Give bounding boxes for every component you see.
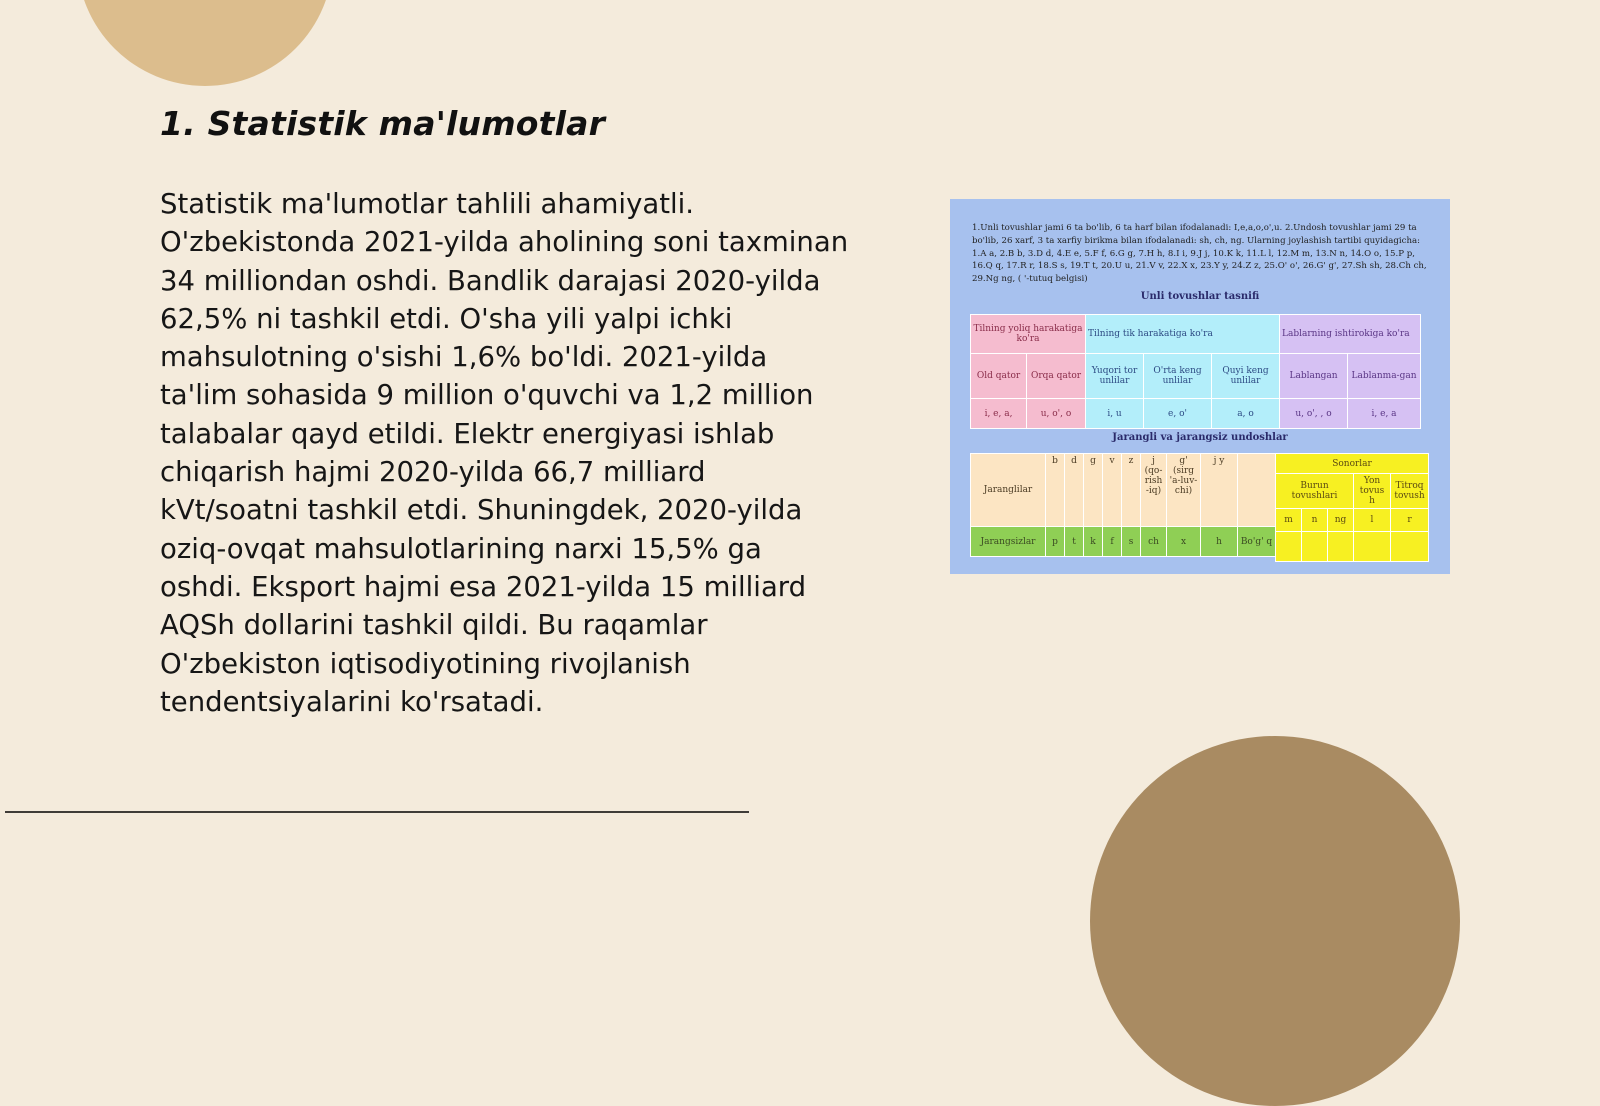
- vowel-sub-cell: Old qator: [971, 354, 1027, 399]
- vowel-sub-cell: Orqa qator: [1027, 354, 1086, 399]
- sonor-value: n: [1302, 509, 1328, 532]
- consonants-title: Jarangli va jarangsiz undoshlar: [1112, 432, 1288, 443]
- vowels-title: Unli tovushlar tasnifi: [1140, 291, 1260, 302]
- vowel-sub-cell: Quyi keng unlilar: [1212, 354, 1280, 399]
- sonor-value: m: [1276, 509, 1302, 532]
- consonant-table: [970, 453, 1276, 557]
- chart-intro-text: 1.Unli tovushlar jami 6 ta bo'lib, 6 ta harf bilan ifodalanadi: I,e,a,o,o',u. 2.Undosh tovushlar jami 29 ta bo'lib, 26 xarf, 3 ta xarfiy birikma bilan ifodalanadi: sh, ch, ng. Ularning joylashish tartibi quyidagicha: 1.A a, 2.B b, 3.D d, 4.E e, 5.F f, 6.G g, 7.H h, 8.I i, 9.J j, 10.K k, 11.L l, 12.M m, 13.N n, 14.O o, 15.P p, 16.Q q, 17.R r, 18.S s, 19.T t, 20.U u, 21.V v, 22.X x, 23.Y y, 24.Z z, 25.O' o', 26.G' g', 27.Sh sh, 28.Ch ch, 29.Ng ng, ( '-tutuq belgisi): [972, 223, 1427, 285]
- voiceless-letter: t: [1065, 527, 1084, 557]
- vowel-header-cell: Tilning yoliq harakatiga ko'ra: [971, 315, 1086, 354]
- vowel-value-cell: u, o', , o: [1280, 399, 1348, 429]
- voiced-letter: d: [1065, 454, 1084, 527]
- sonor-header: Burun tovushlari: [1276, 474, 1354, 509]
- vowel-value-cell: a, o: [1212, 399, 1280, 429]
- sonor-header: Titroq tovush: [1391, 474, 1429, 509]
- sonor-title: Sonorlar: [1276, 454, 1429, 474]
- voiceless-letter: Bo'g' q: [1238, 527, 1276, 557]
- sonor-value: r: [1391, 509, 1429, 532]
- voiced-letter: j y: [1201, 454, 1238, 527]
- voiceless-letter: ch: [1141, 527, 1167, 557]
- vowel-value-cell: u, o', o: [1027, 399, 1086, 429]
- voiced-letter: g' (sirg 'a-luv-chi): [1167, 454, 1201, 527]
- decorative-circle-top: [77, 0, 333, 86]
- vowel-sub-cell: O'rta keng unlilar: [1144, 354, 1212, 399]
- voiceless-letter: x: [1167, 527, 1201, 557]
- vowel-table: [970, 314, 1421, 429]
- divider-line: [5, 811, 749, 813]
- sonor-value: ng: [1328, 509, 1354, 532]
- voiced-letter: [1238, 454, 1276, 527]
- vowel-sub-cell: Lablangan: [1280, 354, 1348, 399]
- voiceless-letter: f: [1103, 527, 1122, 557]
- voiced-letter: z: [1122, 454, 1141, 527]
- voiceless-letter: p: [1046, 527, 1065, 557]
- voiceless-letter: s: [1122, 527, 1141, 557]
- voiced-letter: j (qo-rish -iq): [1141, 454, 1167, 527]
- vowel-sub-cell: Yuqori tor unlilar: [1086, 354, 1144, 399]
- vowel-value-cell: i, e, a: [1348, 399, 1421, 429]
- vowel-value-cell: i, e, a,: [971, 399, 1027, 429]
- slide-title: 1. Statistik ma'lumotlar: [160, 104, 606, 143]
- voiceless-letter: k: [1084, 527, 1103, 557]
- vowel-value-cell: e, o': [1144, 399, 1212, 429]
- voiceless-letter: h: [1201, 527, 1238, 557]
- sonor-table: [1275, 453, 1429, 562]
- voiced-letter: v: [1103, 454, 1122, 527]
- voiced-label: Jaranglilar: [971, 454, 1046, 527]
- sonor-value: l: [1354, 509, 1391, 532]
- voiced-letter: g: [1084, 454, 1103, 527]
- vowel-sub-cell: Lablanma-gan: [1348, 354, 1421, 399]
- voiced-letter: b: [1046, 454, 1065, 527]
- vowel-value-cell: i, u: [1086, 399, 1144, 429]
- alphabet-chart-image: [950, 199, 1450, 574]
- vowel-header-cell: Tilning tik harakatiga ko'ra: [1086, 315, 1280, 354]
- slide-body-text: Statistik ma'lumotlar tahlili ahamiyatli. O'zbekistonda 2021-yilda aholining soni taxminan 34 milliondan oshdi. Bandlik darajasi 2020-yilda 62,5% ni tashkil etdi. O'sha yili yalpi ichki mahsulotning o'sishi 1,6% bo'ldi. 2021-yilda ta'lim sohasida 9 million o'quvchi va 1,2 million talabalar qayd etildi. Elektr energiyasi ishlab chiqarish hajmi 2020-yilda 66,7 milliard kVt/soatni tashkil etdi. Shuningdek, 2020-yilda oziq-ovqat mahsulotlarining narxi 15,5% ga oshdi. Eksport hajmi esa 2021-yilda 15 milliard AQSh dollarini tashkil qildi. Bu raqamlar O'zbekiston iqtisodiyotining rivojlanish tendentsiyalarini ko'rsatadi.: [160, 188, 849, 718]
- sonor-header: Yon tovus h: [1354, 474, 1391, 509]
- voiceless-label: Jarangsizlar: [971, 527, 1046, 557]
- vowel-header-cell: Lablarning ishtirokiga ko'ra: [1280, 315, 1421, 354]
- decorative-circle-bottom: [1090, 736, 1460, 1106]
